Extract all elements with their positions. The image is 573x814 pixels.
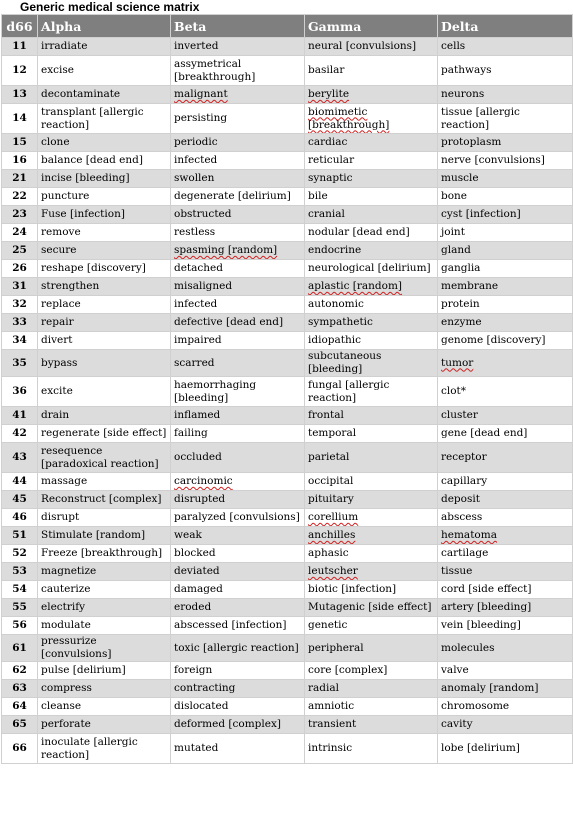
cell-text: corellium (308, 511, 359, 523)
alpha-cell: secure (38, 242, 171, 260)
delta-cell: bone (438, 188, 573, 206)
beta-cell: assymetrical [breakthrough] (171, 56, 305, 86)
alpha-cell: Freeze [breakthrough] (38, 545, 171, 563)
row-id-cell: 25 (2, 242, 38, 260)
beta-cell: foreign (171, 662, 305, 680)
delta-cell: tissue (438, 563, 573, 581)
row-id-cell: 61 (2, 635, 38, 662)
gamma-cell: core [complex] (305, 662, 438, 680)
beta-cell: occluded (171, 443, 305, 473)
beta-cell: deformed [complex] (171, 716, 305, 734)
alpha-cell: transplant [allergic reaction] (38, 104, 171, 134)
beta-cell: misaligned (171, 278, 305, 296)
gamma-cell: parietal (305, 443, 438, 473)
delta-cell: cavity (438, 716, 573, 734)
header-alpha: Alpha (38, 15, 171, 38)
gamma-cell (305, 527, 438, 545)
alpha-cell: drain (38, 407, 171, 425)
alpha-cell: regenerate [side effect] (38, 425, 171, 443)
cell-text: anchilles (308, 529, 356, 541)
beta-cell: inflamed (171, 407, 305, 425)
table-row (2, 425, 573, 443)
delta-cell: cluster (438, 407, 573, 425)
alpha-cell: bypass (38, 350, 171, 377)
header-row (2, 15, 573, 38)
row-id-cell: 44 (2, 473, 38, 491)
row-id-cell: 64 (2, 698, 38, 716)
delta-cell: capillary (438, 473, 573, 491)
gamma-cell: fungal [allergic reaction] (305, 377, 438, 407)
beta-cell: blocked (171, 545, 305, 563)
alpha-cell: excite (38, 377, 171, 407)
beta-cell: restless (171, 224, 305, 242)
table-row (2, 407, 573, 425)
alpha-cell: decontaminate (38, 86, 171, 104)
gamma-cell: intrinsic (305, 734, 438, 764)
delta-cell: cartilage (438, 545, 573, 563)
alpha-cell: irradiate (38, 38, 171, 56)
beta-cell: abscessed [infection] (171, 617, 305, 635)
beta-cell: detached (171, 260, 305, 278)
delta-cell: lobe [delirium] (438, 734, 573, 764)
delta-cell: vein [bleeding] (438, 617, 573, 635)
cell-text: biomimetic [breakthrough] (308, 105, 390, 131)
delta-cell: chromosome (438, 698, 573, 716)
delta-cell: anomaly [random] (438, 680, 573, 698)
row-id-cell: 12 (2, 56, 38, 86)
cell-text: aplastic [random] (308, 280, 403, 292)
beta-cell: defective [dead end] (171, 314, 305, 332)
gamma-cell: autonomic (305, 296, 438, 314)
table-row (2, 134, 573, 152)
alpha-cell: massage (38, 473, 171, 491)
row-id-cell: 36 (2, 377, 38, 407)
beta-cell (171, 473, 305, 491)
beta-cell: deviated (171, 563, 305, 581)
cell-text: tumor (441, 356, 474, 369)
row-id-cell: 16 (2, 152, 38, 170)
table-row (2, 242, 573, 260)
table-row (2, 38, 573, 56)
beta-cell: disrupted (171, 491, 305, 509)
beta-cell: persisting (171, 104, 305, 134)
table-row (2, 170, 573, 188)
row-id-cell: 52 (2, 545, 38, 563)
delta-cell: pathways (438, 56, 573, 86)
beta-cell: mutated (171, 734, 305, 764)
alpha-cell: divert (38, 332, 171, 350)
table-row (2, 599, 573, 617)
delta-cell: gene [dead end] (438, 425, 573, 443)
row-id-cell: 51 (2, 527, 38, 545)
table-row (2, 635, 573, 662)
alpha-cell: replace (38, 296, 171, 314)
row-id-cell: 35 (2, 350, 38, 377)
alpha-cell: cleanse (38, 698, 171, 716)
row-id-cell: 23 (2, 206, 38, 224)
header-d66: d66 (2, 15, 38, 38)
alpha-cell: excise (38, 56, 171, 86)
delta-cell: gland (438, 242, 573, 260)
table-row (2, 527, 573, 545)
alpha-cell: reshape [discovery] (38, 260, 171, 278)
gamma-cell: radial (305, 680, 438, 698)
alpha-cell: inoculate [allergic reaction] (38, 734, 171, 764)
alpha-cell: puncture (38, 188, 171, 206)
row-id-cell: 33 (2, 314, 38, 332)
delta-cell: ganglia (438, 260, 573, 278)
delta-cell: genome [discovery] (438, 332, 573, 350)
gamma-cell (305, 509, 438, 527)
table-row (2, 296, 573, 314)
table-row (2, 545, 573, 563)
beta-cell: obstructed (171, 206, 305, 224)
delta-cell: joint (438, 224, 573, 242)
gamma-cell: aphasic (305, 545, 438, 563)
delta-cell: artery [bleeding] (438, 599, 573, 617)
beta-cell: weak (171, 527, 305, 545)
table-row (2, 563, 573, 581)
cell-text: berylite (308, 88, 350, 100)
alpha-cell: electrify (38, 599, 171, 617)
gamma-cell (305, 278, 438, 296)
gamma-cell: frontal (305, 407, 438, 425)
alpha-cell: resequence [paradoxical reaction] (38, 443, 171, 473)
delta-cell: enzyme (438, 314, 573, 332)
table-row (2, 188, 573, 206)
table-row (2, 443, 573, 473)
delta-cell: receptor (438, 443, 573, 473)
delta-cell (438, 350, 573, 377)
table-row (2, 206, 573, 224)
gamma-cell: occipital (305, 473, 438, 491)
row-id-cell: 62 (2, 662, 38, 680)
delta-cell: cord [side effect] (438, 581, 573, 599)
row-id-cell: 32 (2, 296, 38, 314)
table-row (2, 86, 573, 104)
gamma-cell: genetic (305, 617, 438, 635)
beta-cell (171, 242, 305, 260)
beta-cell: contracting (171, 680, 305, 698)
beta-cell: damaged (171, 581, 305, 599)
table-row (2, 581, 573, 599)
table-row (2, 56, 573, 86)
delta-cell: clot* (438, 377, 573, 407)
cell-text: hematoma (441, 529, 497, 541)
header-beta: Beta (171, 15, 305, 38)
row-id-cell: 54 (2, 581, 38, 599)
table-row (2, 509, 573, 527)
delta-cell: membrane (438, 278, 573, 296)
gamma-cell: peripheral (305, 635, 438, 662)
alpha-cell: cauterize (38, 581, 171, 599)
delta-cell: molecules (438, 635, 573, 662)
table-row (2, 314, 573, 332)
gamma-cell (305, 104, 438, 134)
gamma-cell: pituitary (305, 491, 438, 509)
gamma-cell: bile (305, 188, 438, 206)
table-row (2, 152, 573, 170)
table-row (2, 662, 573, 680)
row-id-cell: 55 (2, 599, 38, 617)
gamma-cell: reticular (305, 152, 438, 170)
beta-cell: scarred (171, 350, 305, 377)
cell-text: malignant (174, 88, 228, 100)
cell-text: leutscher (308, 565, 358, 577)
gamma-cell: Mutagenic [side effect] (305, 599, 438, 617)
delta-cell: deposit (438, 491, 573, 509)
alpha-cell: magnetize (38, 563, 171, 581)
beta-cell: inverted (171, 38, 305, 56)
beta-cell: infected (171, 296, 305, 314)
alpha-cell: strengthen (38, 278, 171, 296)
alpha-cell: Fuse [infection] (38, 206, 171, 224)
gamma-cell: basilar (305, 56, 438, 86)
table-row (2, 698, 573, 716)
table-row (2, 224, 573, 242)
table-row (2, 491, 573, 509)
alpha-cell: balance [dead end] (38, 152, 171, 170)
delta-cell: tissue [allergic reaction] (438, 104, 573, 134)
gamma-cell: endocrine (305, 242, 438, 260)
table-row (2, 104, 573, 134)
gamma-cell: idiopathic (305, 332, 438, 350)
alpha-cell: compress (38, 680, 171, 698)
beta-cell (171, 86, 305, 104)
row-id-cell: 53 (2, 563, 38, 581)
row-id-cell: 34 (2, 332, 38, 350)
delta-cell: muscle (438, 170, 573, 188)
delta-cell: abscess (438, 509, 573, 527)
table-row (2, 278, 573, 296)
beta-cell: failing (171, 425, 305, 443)
row-id-cell: 45 (2, 491, 38, 509)
row-id-cell: 22 (2, 188, 38, 206)
row-id-cell: 43 (2, 443, 38, 473)
beta-cell: paralyzed [convulsions] (171, 509, 305, 527)
alpha-cell: Reconstruct [complex] (38, 491, 171, 509)
gamma-cell: neural [convulsions] (305, 38, 438, 56)
table-row (2, 350, 573, 377)
gamma-cell: cardiac (305, 134, 438, 152)
beta-cell: infected (171, 152, 305, 170)
row-id-cell: 21 (2, 170, 38, 188)
delta-cell (438, 527, 573, 545)
matrix-table (1, 14, 573, 764)
gamma-cell: cranial (305, 206, 438, 224)
row-id-cell: 41 (2, 407, 38, 425)
row-id-cell: 26 (2, 260, 38, 278)
beta-cell: swollen (171, 170, 305, 188)
alpha-cell: remove (38, 224, 171, 242)
beta-cell: degenerate [delirium] (171, 188, 305, 206)
gamma-cell (305, 563, 438, 581)
beta-cell: dislocated (171, 698, 305, 716)
table-row (2, 377, 573, 407)
table-row (2, 332, 573, 350)
table-row (2, 716, 573, 734)
beta-cell: impaired (171, 332, 305, 350)
delta-cell: nerve [convulsions] (438, 152, 573, 170)
delta-cell: cyst [infection] (438, 206, 573, 224)
beta-cell: haemorrhaging [bleeding] (171, 377, 305, 407)
delta-cell: neurons (438, 86, 573, 104)
row-id-cell: 11 (2, 38, 38, 56)
beta-cell: periodic (171, 134, 305, 152)
beta-cell: eroded (171, 599, 305, 617)
gamma-cell: sympathetic (305, 314, 438, 332)
alpha-cell: clone (38, 134, 171, 152)
alpha-cell: repair (38, 314, 171, 332)
alpha-cell: modulate (38, 617, 171, 635)
header-delta: Delta (438, 15, 573, 38)
row-id-cell: 13 (2, 86, 38, 104)
gamma-cell: temporal (305, 425, 438, 443)
row-id-cell: 24 (2, 224, 38, 242)
gamma-cell: neurological [delirium] (305, 260, 438, 278)
alpha-cell: Stimulate [random] (38, 527, 171, 545)
gamma-cell: nodular [dead end] (305, 224, 438, 242)
cell-text: carcinomic (174, 475, 233, 487)
gamma-cell (305, 86, 438, 104)
gamma-cell: transient (305, 716, 438, 734)
delta-cell: protein (438, 296, 573, 314)
row-id-cell: 66 (2, 734, 38, 764)
header-gamma: Gamma (305, 15, 438, 38)
alpha-cell: perforate (38, 716, 171, 734)
alpha-cell: pressurize [convulsions] (38, 635, 171, 662)
row-id-cell: 42 (2, 425, 38, 443)
delta-cell: cells (438, 38, 573, 56)
row-id-cell: 65 (2, 716, 38, 734)
row-id-cell: 63 (2, 680, 38, 698)
beta-cell: toxic [allergic reaction] (171, 635, 305, 662)
gamma-cell: amniotic (305, 698, 438, 716)
table-row (2, 734, 573, 764)
row-id-cell: 56 (2, 617, 38, 635)
delta-cell: valve (438, 662, 573, 680)
alpha-cell: incise [bleeding] (38, 170, 171, 188)
delta-cell: protoplasm (438, 134, 573, 152)
page-title: Generic medical science matrix (20, 0, 200, 14)
table-row (2, 473, 573, 491)
alpha-cell: pulse [delirium] (38, 662, 171, 680)
row-id-cell: 46 (2, 509, 38, 527)
table-row (2, 260, 573, 278)
cell-text: spasming [random] (174, 244, 278, 256)
matrix-body (2, 38, 573, 764)
row-id-cell: 31 (2, 278, 38, 296)
gamma-cell: subcutaneous [bleeding] (305, 350, 438, 377)
row-id-cell: 14 (2, 104, 38, 134)
gamma-cell: biotic [infection] (305, 581, 438, 599)
gamma-cell: synaptic (305, 170, 438, 188)
table-row (2, 680, 573, 698)
table-row (2, 617, 573, 635)
row-id-cell: 15 (2, 134, 38, 152)
alpha-cell: disrupt (38, 509, 171, 527)
